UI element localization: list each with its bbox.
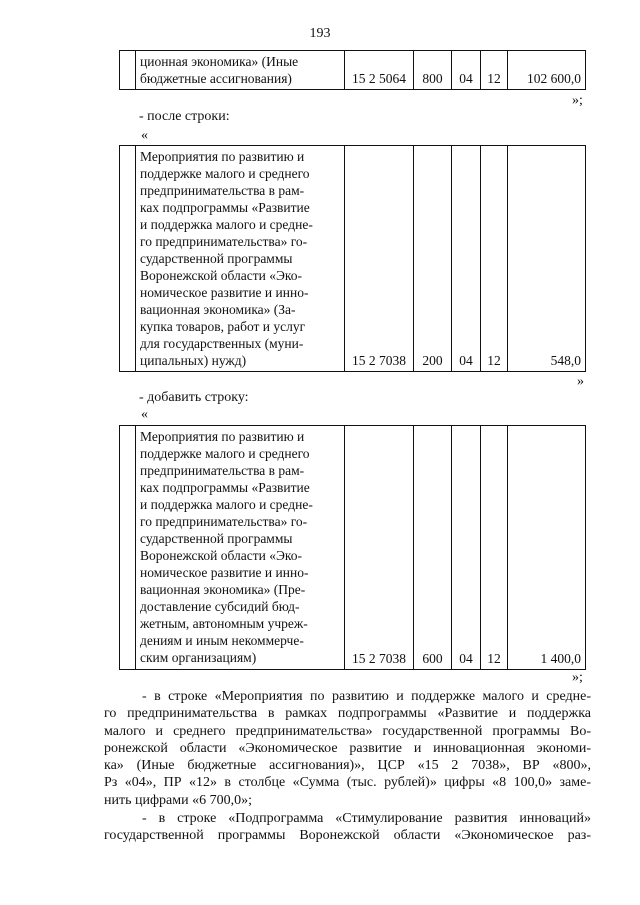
rz-cell: 04 <box>452 51 481 90</box>
desc-line: ках подпрограммы «Развитие <box>140 200 310 215</box>
csr-cell: 15 2 7038 <box>345 426 414 670</box>
desc-line: предпринимательства в рам- <box>140 183 305 198</box>
budget-table-row-3 <box>119 425 586 670</box>
pr-cell: 12 <box>481 146 508 372</box>
table-row <box>120 146 586 372</box>
desc-line: го предпринимательства» го- <box>140 234 308 249</box>
desc-line: поддержке малого и среднего <box>140 446 310 461</box>
desc-line: доставление субсидий бюд- <box>140 599 300 614</box>
empty-cell <box>120 51 136 90</box>
paragraph-line: ронежской области «Экономическое развитие и инновационная экономи- <box>104 740 591 756</box>
after-row-label: - после строки: <box>139 109 230 124</box>
desc-line: ках подпрограммы «Развитие <box>140 480 310 495</box>
vr-cell: 600 <box>414 426 452 670</box>
desc-line: Мероприятия по развитию и <box>140 149 305 164</box>
desc-line: го предпринимательства» го- <box>140 514 308 529</box>
desc-line: вационная экономика» (Пре- <box>140 582 306 597</box>
paragraph-line: Рз «04», ПР «12» в столбце «Сумма (тыс. рублей)» цифры «8 100,0» заме- <box>104 775 591 791</box>
pr-cell: 12 <box>481 51 508 90</box>
desc-line: номическое развитие и инно- <box>140 565 309 580</box>
closing-quote: »; <box>572 93 583 108</box>
empty-cell <box>120 146 136 372</box>
desc-line: бюджетные ассигнования) <box>140 71 292 86</box>
vr-cell: 800 <box>414 51 452 90</box>
description-cell <box>136 426 345 670</box>
desc-line: сударственной программы <box>140 251 293 266</box>
rz-cell: 04 <box>452 426 481 670</box>
rz-cell: 04 <box>452 146 481 372</box>
sum-cell: 102 600,0 <box>508 51 586 90</box>
pr-cell: 12 <box>481 426 508 670</box>
csr-cell: 15 2 5064 <box>345 51 414 90</box>
desc-line: предпринимательства в рам- <box>140 463 305 478</box>
table-row <box>120 426 586 670</box>
description-cell <box>136 146 345 372</box>
csr-cell: 15 2 7038 <box>345 146 414 372</box>
desc-line: Воронежской области «Эко- <box>140 548 303 563</box>
add-row-label: - добавить строку: <box>139 390 249 405</box>
desc-line: ципальных) нужд) <box>140 353 247 368</box>
paragraph-line: - в строке «Мероприятия по развитию и поддержке малого и средне- <box>142 689 591 704</box>
budget-table-row-1 <box>119 50 586 90</box>
desc-line: и поддержка малого и средне- <box>140 217 313 232</box>
sum-cell: 548,0 <box>508 146 586 372</box>
description-cell <box>136 51 345 90</box>
budget-table-row-2 <box>119 145 586 372</box>
sum-cell: 1 400,0 <box>508 426 586 670</box>
desc-line: вационная экономика» (За- <box>140 302 296 317</box>
desc-line: дениям и иным некоммерче- <box>140 633 304 648</box>
closing-quote: »; <box>572 670 583 685</box>
desc-line: и поддержка малого и средне- <box>140 497 313 512</box>
desc-line: купка товаров, работ и услуг <box>140 319 306 334</box>
amendment-paragraph <box>104 688 591 809</box>
amendment-paragraph <box>104 810 591 845</box>
desc-line: номическое развитие и инно- <box>140 285 309 300</box>
page-number: 193 <box>309 26 331 41</box>
desc-line: для государственных (муни- <box>140 336 304 351</box>
desc-line: ским организациям) <box>140 650 257 665</box>
paragraph-line: ка» (Иные бюджетные ассигнования)», ЦСР «15 2 7038», ВР «800», <box>104 758 591 774</box>
paragraph-line: го предпринимательства в рамках подпрограммы «Развитие и поддержка <box>104 706 591 722</box>
desc-line: Мероприятия по развитию и <box>140 429 305 444</box>
desc-line: сударственной программы <box>140 531 293 546</box>
paragraph-line: государственной программы Воронежской области «Экономическое раз- <box>104 828 591 844</box>
desc-line: ционная экономика» (Иные <box>140 54 299 69</box>
vr-cell: 200 <box>414 146 452 372</box>
table-row <box>120 51 586 90</box>
opening-quote: « <box>141 407 148 422</box>
paragraph-line: нить цифрами «6 700,0»; <box>104 792 252 808</box>
paragraph-line: малого и среднего предпринимательства» государственной программы Во- <box>104 723 591 739</box>
opening-quote: « <box>141 128 148 143</box>
closing-quote: » <box>577 374 584 389</box>
desc-line: жетным, автономным учреж- <box>140 616 308 631</box>
desc-line: Воронежской области «Эко- <box>140 268 303 283</box>
paragraph-line: - в строке «Подпрограмма «Стимулирование развития инноваций» <box>142 811 591 826</box>
empty-cell <box>120 426 136 670</box>
desc-line: поддержке малого и среднего <box>140 166 310 181</box>
